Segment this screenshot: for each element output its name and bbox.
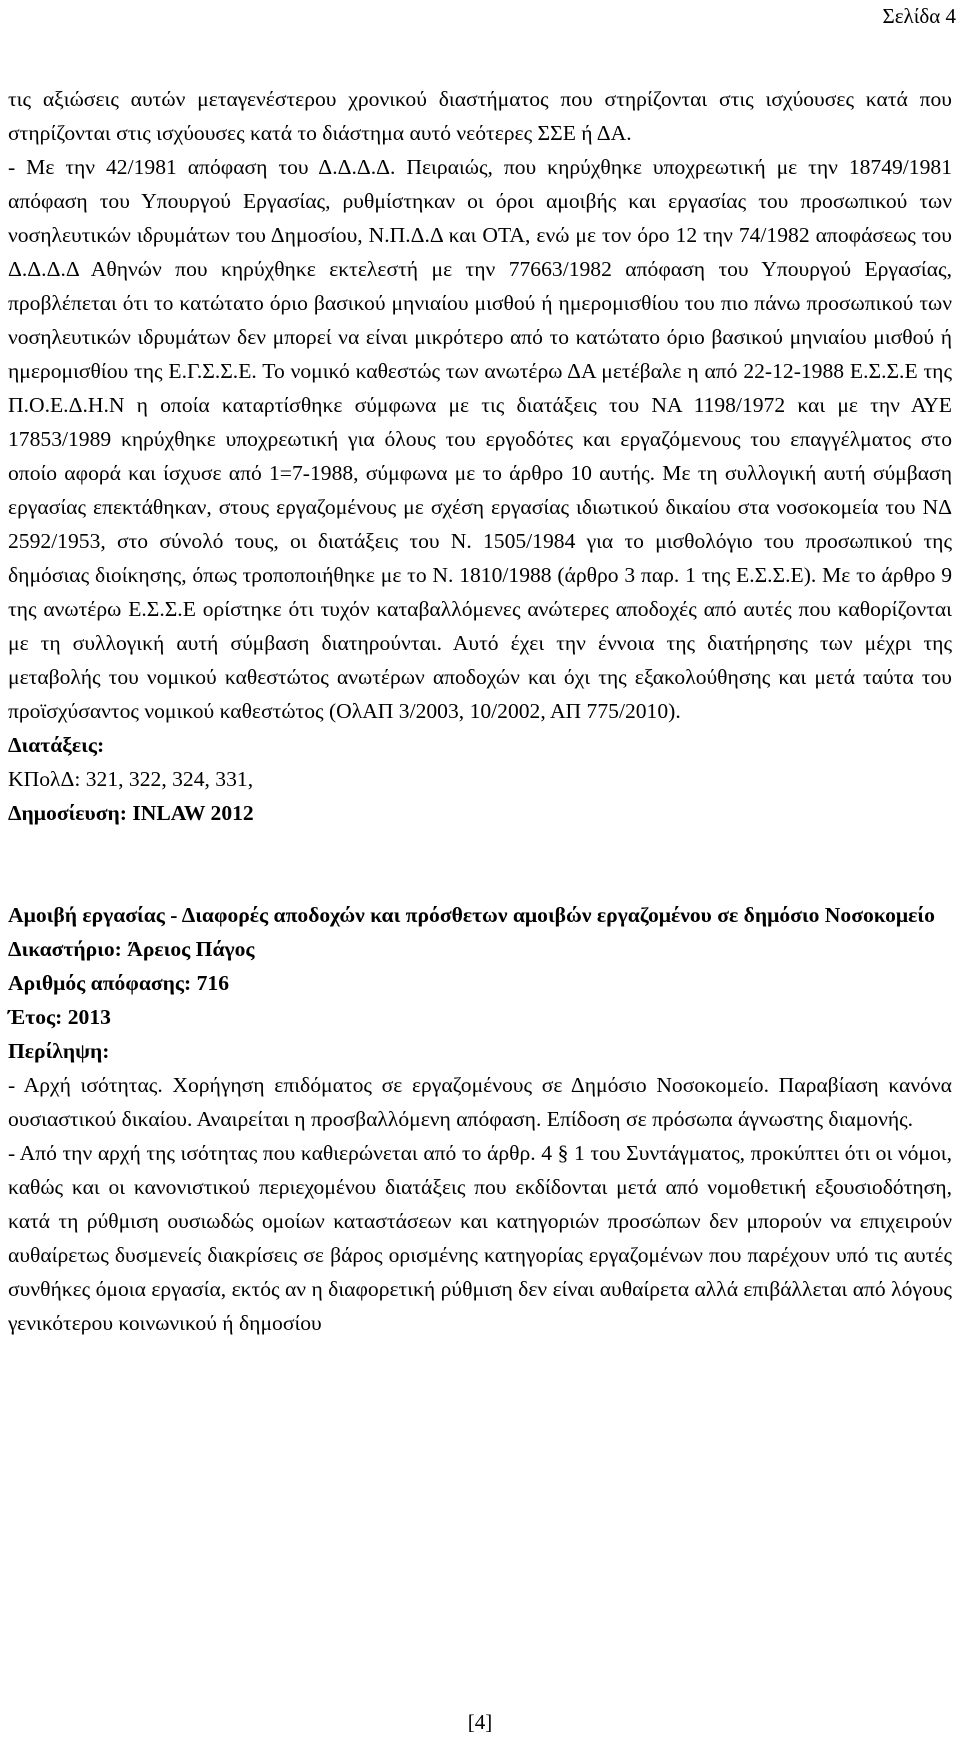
court-label: Δικαστήριο: xyxy=(8,937,122,961)
publication-row xyxy=(8,796,952,830)
document-body xyxy=(8,82,952,1340)
case-title: Αμοιβή εργασίας - Διαφορές αποδοχών και πρόσθετων αμοιβών εργαζομένου σε δημόσιο Νοσοκομείο xyxy=(8,903,935,927)
page-number: [4] xyxy=(467,1710,493,1734)
publication-value: INLAW 2012 xyxy=(132,801,254,825)
court-value: Άρειος Πάγος xyxy=(127,937,255,961)
summary-paragraph-2: - Από την αρχή της ισότητας που καθιερώνεται από το άρθρ. 4 § 1 του Συντάγματος, προκύπτει ότι οι νόμοι, καθώς και οι κανονιστικού περιεχομένου διατάξεις που εκδίδονται μετά από νομοθετική εξουσιοδότηση, κατά τη ρύθμιση ουσιωδώς ομοίων καταστάσεων και κατηγοριών προσώπων δεν μπορούν να επιχειρούν αυθαίρετως δυσμενείς διακρίσεις σε βάρος ορισμένης κατηγορίας εργαζομένων που παρέχουν υπό τις αυτές συνθήκες όμοια εργασία, εκτός αν η διαφορετική ρύθμιση δεν είναι αυθαίρετα αλλά επιβάλλεται από λόγους γενικότερου κοινωνικού ή δημοσίου xyxy=(8,1141,952,1335)
provisions-label: Διατάξεις: xyxy=(8,733,105,757)
summary-row xyxy=(8,1034,952,1068)
court-row xyxy=(8,932,952,966)
decision-row xyxy=(8,966,952,1000)
section-divider-space xyxy=(8,830,952,898)
year-value: 2013 xyxy=(67,1005,111,1029)
decision-value: 716 xyxy=(196,971,229,995)
summary-paragraph-1: - Αρχή ισότητας. Χορήγηση επιδόματος σε εργαζομένους σε Δημόσιο Νοσοκομείο. Παραβίαση κανόνα ουσιαστικού δικαίου. Αναιρείται η προσβαλλόμενη απόφαση. Επίδοση σε πρόσωπα άγνωστης διαμονής. xyxy=(8,1073,952,1131)
page-header-label: Σελίδα 4 xyxy=(882,4,956,28)
publication-label: Δημοσίευση: xyxy=(8,801,127,825)
provisions-row xyxy=(8,728,952,762)
decision-label: Αριθμός απόφασης: xyxy=(8,971,192,995)
paragraph-main: - Με την 42/1981 απόφαση του Δ.Δ.Δ.Δ. Πειραιώς, που κηρύχθηκε υποχρεωτική με την 18749/1981 απόφαση του Υπουργού Εργασίας, ρυθμίστηκαν οι όροι αμοιβής και εργασίας του προσωπικού των νοσηλευτικών ιδρυμάτων του Δημοσίου, Ν.Π.Δ.Δ και ΟΤΑ, ενώ με τον όρο 12 την 74/1982 αποφάσεως του Δ.Δ.Δ.Δ Αθηνών που κηρύχθηκε εκτελεστή με την 77663/1982 απόφαση του Υπουργού Εργασίας, προβλέπεται ότι το κατώτατο όριο βασικού μηνιαίου μισθού ή ημερομισθίου του πιο πάνω προσωπικού των νοσηλευτικών ιδρυμάτων δεν μπορεί να είναι μικρότερο από το κατώτατο όριο βασικού μηνιαίου μισθού ή ημερομισθίου της Ε.Γ.Σ.Σ.Ε. Το νομικό καθεστώς των ανωτέρω ΔΑ μετέβαλε η από 22-12-1988 Ε.Σ.Σ.Ε της Π.Ο.Ε.Δ.Η.Ν η οποία καταρτίσθηκε σύμφωνα με τις διατάξεις του ΝΑ 1198/1972 και με την ΑΥΕ 17853/1989 κηρύχθηκε υποχρεωτική για όλους του εργοδότες και εργαζόμενους του επαγγέλματος στο οποίο αφορά και ίσχυσε από 1=7-1988, σύμφωνα με το άρθρο 10 αυτής. Με τη συλλογική αυτή σύμβαση εργασίας επεκτάθηκαν, στους εργαζομένους με σχέση εργασίας ιδιωτικού δικαίου στα νοσοκομεία του ΝΔ 2592/1953, στο σύνολό τους, οι διατάξεις του Ν. 1505/1984 για το μισθολόγιο του προσωπικού της δημόσιας διοίκησης, όπως τροποποιήθηκε με το Ν. 1810/1988 (άρθρο 3 παρ. 1 της Ε.Σ.Σ.Ε). Με το άρθρο 9 της ανωτέρω Ε.Σ.Σ.Ε ορίστηκε ότι τυχόν καταβαλλόμενες ανώτερες αποδοχές από αυτές που καθορίζονται με τη συλλογική αυτή σύμβαση διατηρούνται. Αυτό έχει την έννοια της διατήρησης των μέχρι της μεταβολής του νομικού καθεστώτος ανωτέρων αποδοχών και όχι της εξακολούθησης και μετά ταύτα του προϊσχύσαντος νομικού καθεστώτος (ΟλΑΠ 3/2003, 10/2002, ΑΠ 775/2010). xyxy=(8,155,952,723)
provisions-value: ΚΠολΔ: 321, 322, 324, 331, xyxy=(8,767,254,791)
year-row xyxy=(8,1000,952,1034)
summary-label: Περίληψη: xyxy=(8,1039,110,1063)
paragraph-continuation: τις αξιώσεις αυτών μεταγενέστερου χρονικού διαστήματος που στηρίζονται στις ισχύουσες κατά που στηρίζονται στις ισχύουσες κατά το διάστημα αυτό νεότερες ΣΣΕ ή ΔΑ. xyxy=(8,87,952,145)
year-label: Έτος: xyxy=(8,1005,63,1029)
